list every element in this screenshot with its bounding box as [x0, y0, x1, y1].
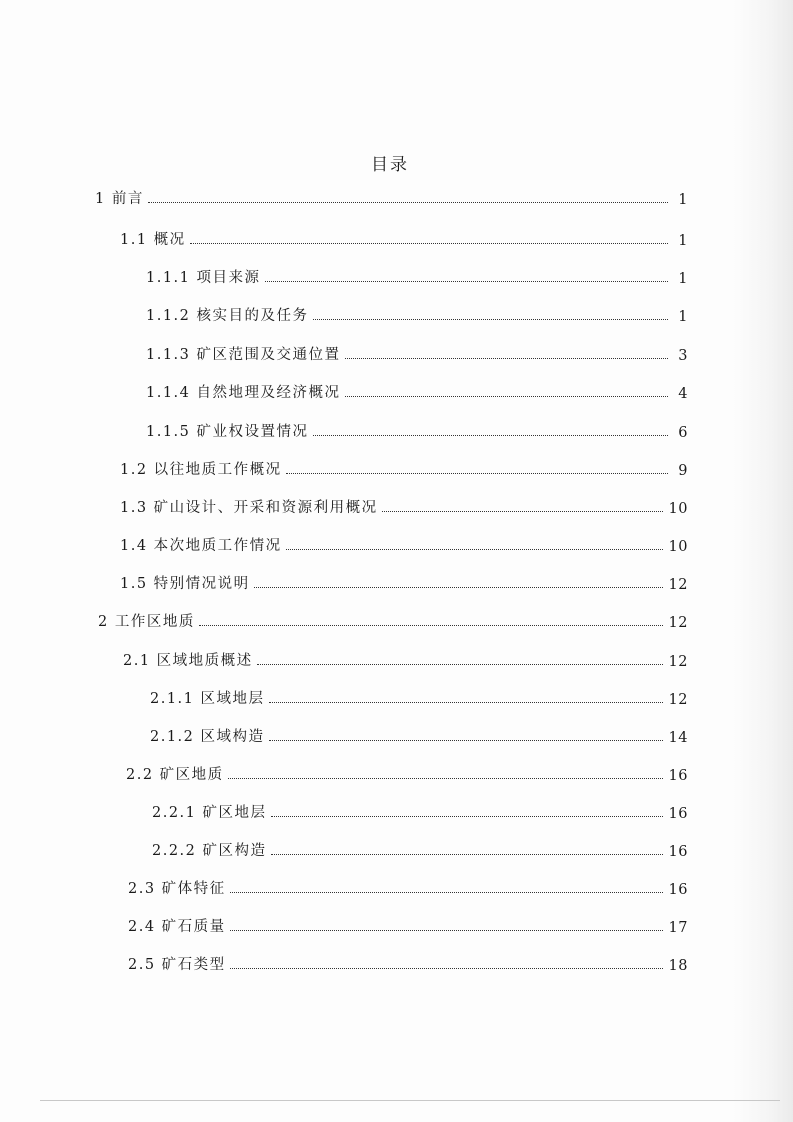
toc-leader-dots — [199, 625, 663, 626]
toc-leader-dots — [230, 930, 663, 931]
toc-entry[interactable] — [120, 457, 688, 479]
toc-entry-page: 9 — [678, 463, 688, 479]
toc-entry-label: 1.1 概况 — [120, 232, 186, 248]
toc-leader-dots — [345, 358, 668, 359]
toc-entry[interactable] — [120, 495, 688, 517]
toc-leader-dots — [271, 816, 663, 817]
toc-entry[interactable] — [98, 609, 688, 631]
toc-entry-page: 14 — [668, 730, 688, 746]
toc-entry-label: 1.4 本次地质工作情况 — [120, 538, 282, 554]
toc-entry[interactable] — [128, 952, 688, 974]
toc-leader-dots — [230, 968, 663, 969]
toc-entry[interactable] — [146, 342, 688, 364]
toc-entry-page: 12 — [668, 577, 688, 593]
toc-leader-dots — [190, 243, 668, 244]
toc-entry[interactable] — [152, 838, 688, 860]
toc-entry-page: 3 — [678, 348, 688, 364]
toc-entry-page: 6 — [678, 425, 688, 441]
toc-entry-page: 17 — [668, 920, 688, 936]
toc-leader-dots — [271, 854, 663, 855]
toc-leader-dots — [286, 549, 663, 550]
toc-entry-page: 1 — [678, 233, 688, 249]
toc-entry-label: 2.2.2 矿区构造 — [152, 843, 267, 859]
toc-entry-page: 1 — [678, 192, 688, 208]
toc-entry[interactable] — [128, 914, 688, 936]
toc-leader-dots — [286, 473, 668, 474]
toc-entry-page: 12 — [668, 615, 688, 631]
toc-leader-dots — [382, 511, 663, 512]
toc-entry[interactable] — [146, 419, 688, 441]
toc-entry-page: 10 — [668, 501, 688, 517]
toc-entry-label: 1.5 特别情况说明 — [120, 576, 250, 592]
toc-entry-page: 16 — [668, 882, 688, 898]
toc-entry[interactable] — [126, 762, 688, 784]
toc-entry[interactable] — [152, 800, 688, 822]
toc-entry[interactable] — [120, 533, 688, 555]
scan-border-line — [40, 1100, 780, 1101]
toc-entry-label: 2.1.2 区域构造 — [150, 729, 265, 745]
toc-entry-label: 2.5 矿石类型 — [128, 957, 226, 973]
toc-entry[interactable] — [123, 648, 688, 670]
toc-entry-label: 1.1.2 核实目的及任务 — [146, 308, 309, 324]
toc-title: 目录 — [371, 155, 409, 175]
toc-leader-dots — [254, 587, 663, 588]
toc-entry[interactable] — [146, 380, 688, 402]
toc-entry[interactable] — [146, 265, 688, 287]
toc-entry-page: 10 — [668, 539, 688, 555]
toc-entry[interactable] — [150, 724, 688, 746]
toc-entry-label: 1 前言 — [95, 191, 144, 207]
toc-entry[interactable] — [120, 227, 688, 249]
toc-entry-label: 2.1.1 区域地层 — [150, 691, 265, 707]
toc-leader-dots — [313, 319, 668, 320]
toc-entry-page: 16 — [668, 844, 688, 860]
toc-leader-dots — [265, 281, 668, 282]
toc-leader-dots — [345, 396, 668, 397]
toc-entry-label: 2.4 矿石质量 — [128, 919, 226, 935]
toc-entry-page: 1 — [678, 271, 688, 287]
toc-entry-label: 2 工作区地质 — [98, 614, 195, 630]
toc-entry-page: 16 — [668, 768, 688, 784]
toc-entry-label: 1.1.1 项目来源 — [146, 270, 261, 286]
toc-entry-page: 18 — [668, 958, 688, 974]
toc-entry-page: 12 — [668, 654, 688, 670]
toc-leader-dots — [228, 778, 663, 779]
toc-entry[interactable] — [146, 303, 688, 325]
toc-leader-dots — [257, 664, 663, 665]
toc-entry-label: 1.1.3 矿区范围及交通位置 — [146, 347, 341, 363]
toc-leader-dots — [148, 202, 668, 203]
toc-leader-dots — [313, 435, 668, 436]
toc-entry-label: 2.1 区域地质概述 — [123, 653, 253, 669]
toc-entry-page: 4 — [678, 386, 688, 402]
toc-entry-label: 1.2 以往地质工作概况 — [120, 462, 282, 478]
toc-entry-page: 12 — [668, 692, 688, 708]
toc-entry-label: 2.2 矿区地质 — [126, 767, 224, 783]
toc-entry-label: 2.3 矿体特征 — [128, 881, 226, 897]
toc-entry-page: 16 — [668, 806, 688, 822]
toc-entry-page: 1 — [678, 309, 688, 325]
toc-entry-label: 1.1.4 自然地理及经济概况 — [146, 385, 341, 401]
toc-entry-label: 1.1.5 矿业权设置情况 — [146, 424, 309, 440]
toc-entry[interactable] — [95, 186, 688, 208]
toc-entry-label: 1.3 矿山设计、开采和资源利用概况 — [120, 500, 378, 516]
toc-leader-dots — [269, 740, 663, 741]
toc-entry[interactable] — [128, 876, 688, 898]
toc-entry-label: 2.2.1 矿区地层 — [152, 805, 267, 821]
toc-leader-dots — [230, 892, 663, 893]
toc-entry[interactable] — [150, 686, 688, 708]
toc-leader-dots — [269, 702, 663, 703]
toc-entry[interactable] — [120, 571, 688, 593]
